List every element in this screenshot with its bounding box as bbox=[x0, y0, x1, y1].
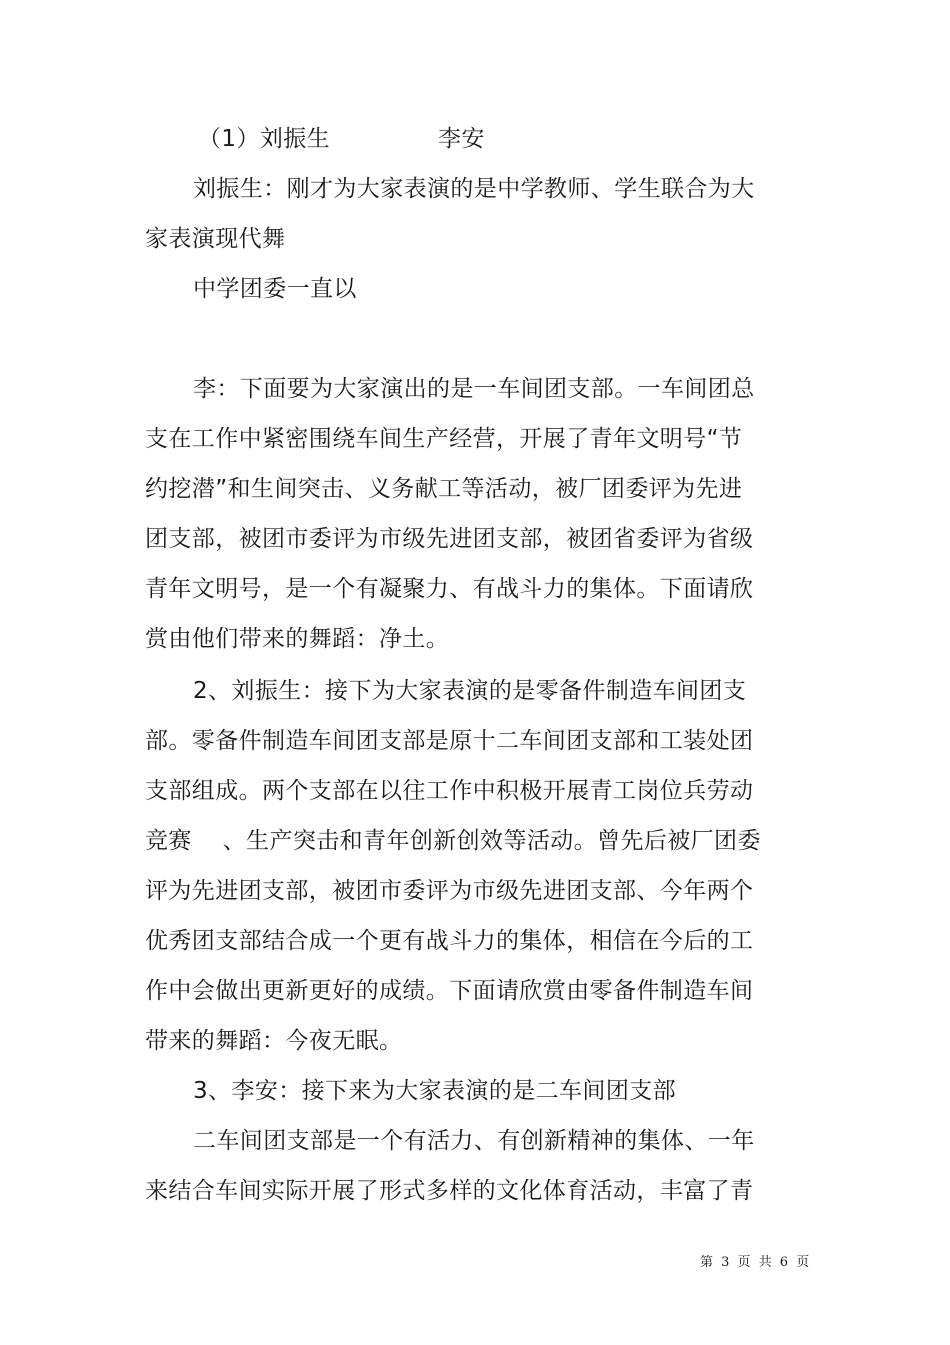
text-line: 2、刘振生：接下为大家表演的是零备件制造车间团支 bbox=[193, 678, 747, 704]
text-line: 支部组成。两个支部在以往工作中积极开展青工岗位兵劳动 bbox=[145, 778, 754, 804]
page-number-footer: 第 3 页 共 6 页 bbox=[700, 1255, 812, 1270]
text-line: 团支部，被团市委评为市级先进团支部，被团省委评为省级 bbox=[145, 526, 754, 552]
text-line: （1）刘振生 李安 bbox=[198, 126, 485, 152]
text-line: 部。零备件制造车间团支部是原十二车间团支部和工装处团 bbox=[145, 728, 754, 754]
text-line: 评为先进团支部，被团市委评为市级先进团支部、今年两个 bbox=[145, 878, 754, 904]
text-line: 作中会做出更新更好的成绩。下面请欣赏由零备件制造车间 bbox=[145, 978, 754, 1004]
text-line: 优秀团支部结合成一个更有战斗力的集体，相信在今后的工 bbox=[145, 928, 754, 954]
text-line: 中学团委一直以 bbox=[193, 276, 357, 302]
text-line: 支在工作中紧密围绕车间生产经营，开展了青年文明号“节 bbox=[145, 426, 743, 452]
text-line: 3、李安：接下来为大家表演的是二车间团支部 bbox=[193, 1078, 677, 1104]
text-line: 二车间团支部是一个有活力、有创新精神的集体、一年 bbox=[193, 1128, 755, 1154]
text-line: 约挖潜”和生间突击、义务献工等活动，被厂团委评为先进 bbox=[145, 476, 743, 502]
text-line: 刘振生：刚才为大家表演的是中学教师、学生联合为大 bbox=[193, 176, 755, 202]
text-line: 来结合车间实际开展了形式多样的文化体育活动，丰富了青 bbox=[145, 1178, 754, 1204]
text-line: 赏由他们带来的舞蹈：净土。 bbox=[145, 626, 450, 652]
text-line: 家表演现代舞 bbox=[145, 226, 286, 252]
text-line: 李：下面要为大家演出的是一车间团支部。一车间团总 bbox=[193, 376, 755, 402]
text-line: 青年文明号，是一个有凝聚力、有战斗力的集体。下面请欣 bbox=[145, 576, 754, 602]
text-line: 竞赛 、生产突击和青年创新创效等活动。曾先后被厂团委 bbox=[145, 828, 761, 854]
text-line: 带来的舞蹈：今夜无眠。 bbox=[145, 1028, 403, 1054]
